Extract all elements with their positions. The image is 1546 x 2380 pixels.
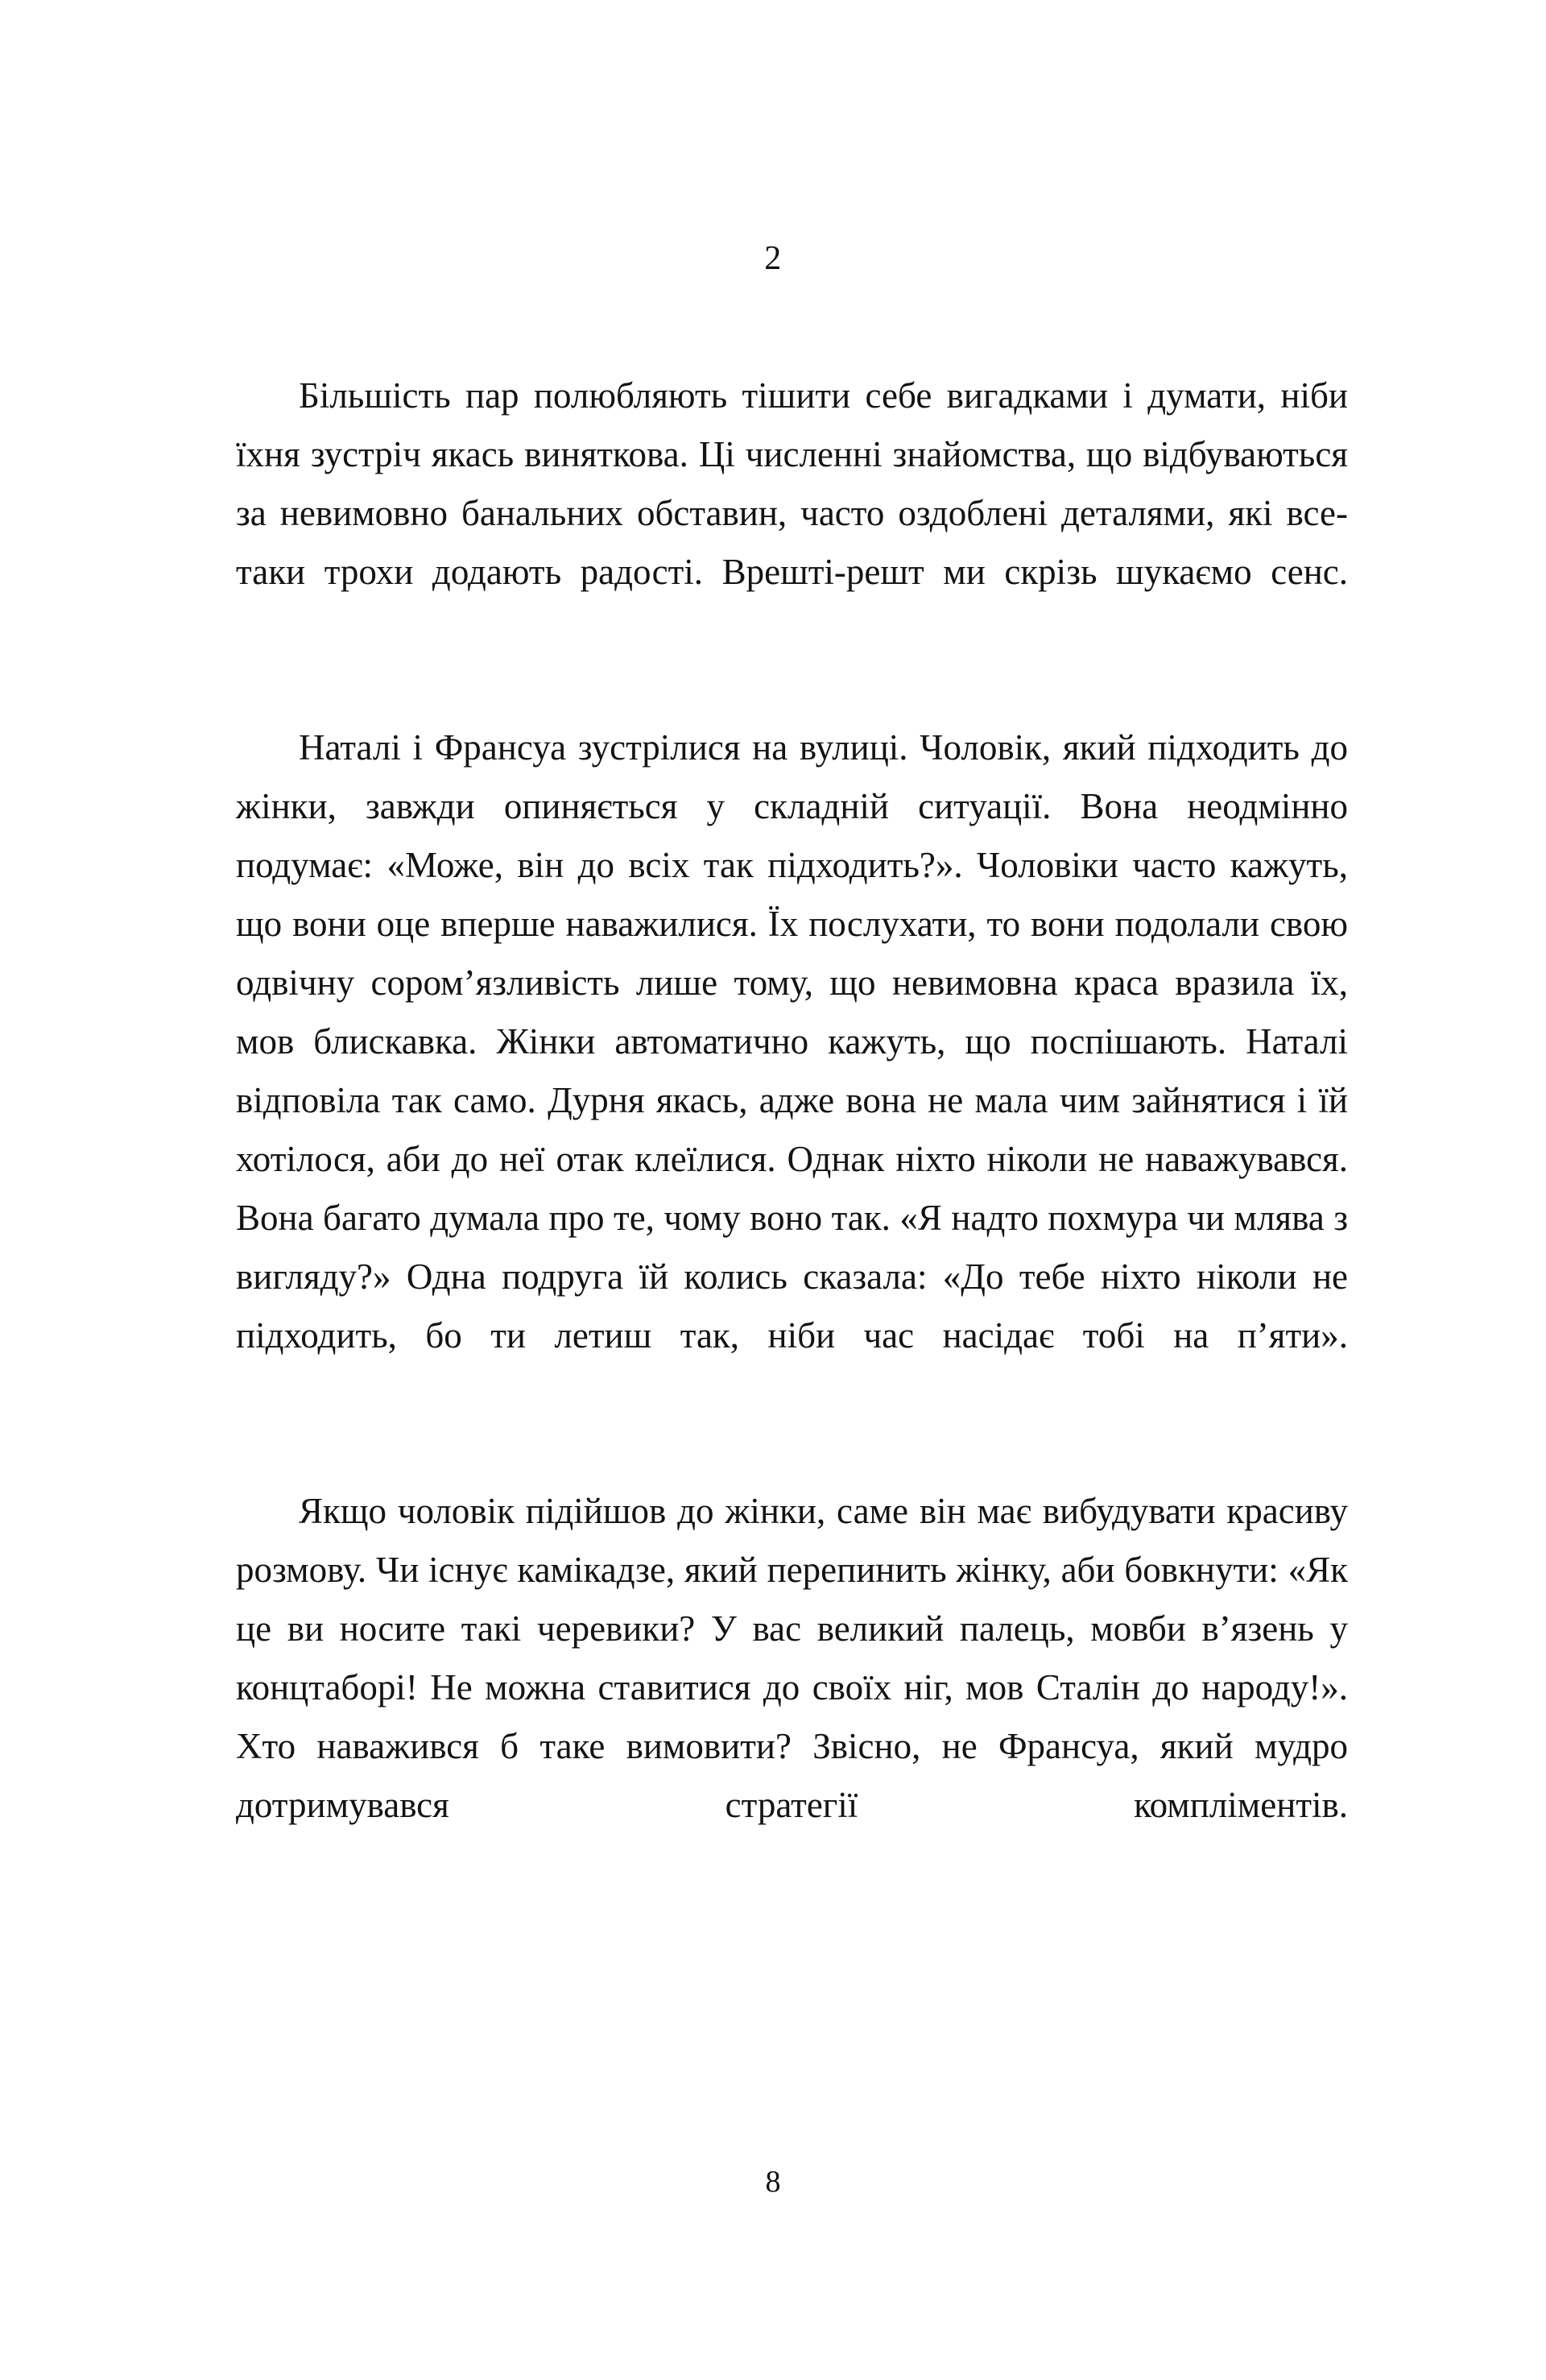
body-paragraph: Якщо чоловік підійшов до жінки, саме він має вибудувати красиву розмову. Чи існує камікадзе, який перепинить жінку, аби бовкнути: «Як це ви носите такі черевики? У вас великий палець, мовби в’язень у концтаборі! Не можна ставитися до своїх ніг, мов Сталін до народу!». Хто наважився б таке вимовити? Звісно, не Франсуа, який мудро дотримувався стратегії компліментів. [236, 1491, 1348, 1825]
page-number: 8 [765, 2165, 781, 2199]
body-paragraph: Наталі і Франсуа зустрілися на вулиці. Чоловік, який підходить до жінки, завжди опиняється у складній ситуації. Вона неодмінно подумає: «Може, він до всіх так підходить?». Чоловіки часто кажуть, що вони оце вперше наважилися. Їх послухати, то вони подолали свою одвічну сором’язливість лише тому, що невимовна краса вразила їх, мов блискавка. Жінки автоматично кажуть, що поспішають. Наталі відповіла так само. Дурня якась, адже вона не мала чим зайнятися і їй хотілося, аби до неї отак клеїлися. Однак ніхто ніколи не наважувався. Вона багато думала про те, чому воно так. «Я надто похмура чи млява з вигляду?» Одна подруга їй колись сказала: «До тебе ніхто ніколи не підходить, бо ти летиш так, ніби час насідає тобі на п’яти». [236, 727, 1348, 1356]
body-paragraph: Більшість пар полюбляють тішити себе вигадками і думати, ніби їхня зустріч якась виняткова. Ці численні знайомства, що відбуваються за невимовно банальних обставин, часто оздоблені деталями, які все-таки трохи додають радості. Врешті-решт ми скрізь шукаємо сенс. [236, 375, 1348, 592]
body-text-block [236, 366, 1348, 1894]
chapter-number: 2 [764, 240, 782, 277]
